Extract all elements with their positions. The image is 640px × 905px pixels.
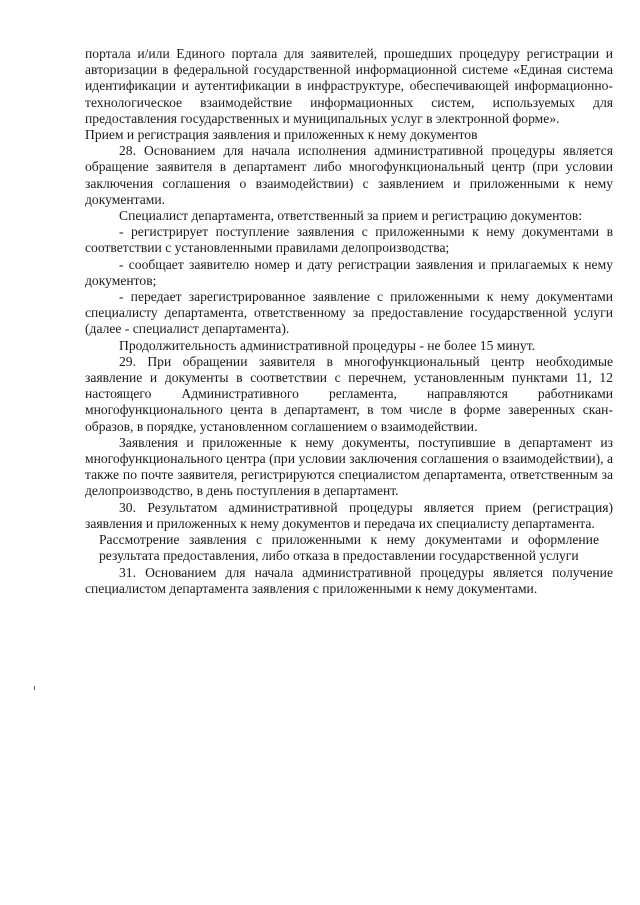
section-heading-reception: Прием и регистрация заявления и приложенных к нему документов [85,127,478,143]
paragraph-item-30: 30. Результатом административной процедуры является прием (регистрация) заявления и приложенных к нему документов и передача их специалисту департамента. [85,499,613,531]
paragraph-registration: Заявления и приложенные к нему документы, поступившие в департамент из многофункционального центра (при условии заключения соглашения о взаимодействии), а также по почте заявителя, регистрируются специалистом департамента, ответственным за делопроизводство, в день поступления в департамент. [85,434,613,499]
paragraph-specialist: Специалист департамента, ответственный за прием и регистрацию документов: [119,208,583,224]
section-heading-review: Рассмотрение заявления с приложенными к нему документами и оформление результата предоставления, либо отказа в предоставлении государственной услуги [99,532,599,564]
paragraph-item-29: 29. При обращении заявителя в многофункциональный центр необходимые заявление и документы в соответствии с перечнем, установленным пунктами 11, 12 настоящего Административного регламента, направляются работниками многофункционального цента в департамент, в том числе в форме заверенных скан-образов, в порядке, установленном соглашением о взаимодействии. [85,353,613,434]
list-item-registers: - регистрирует поступление заявления с приложенными к нему документами в соответствии с установленными правилами делопроизводства; [85,224,613,256]
paragraph-duration: Продолжительность административной процедуры - не более 15 минут. [119,337,536,353]
paragraph-continuation: портала и/или Единого портала для заявителей, прошедших процедуру регистрации и авторизации в федеральной государственной информационной системе «Единая система идентификации и аутентификации в инфраструктуре, обеспечивающей информационно-технологическое взаимодействие информационных систем, используемых для предоставления государственных и муниципальных услуг в электронной форме». [85,46,613,126]
paragraph-item-31: 31. Основанием для начала административной процедуры является получение специалистом департамента заявления с приложенными к нему документами. [85,564,613,596]
paragraph-item-28: 28. Основанием для начала исполнения административной процедуры является обращение заявителя в департамент либо многофункциональный центр (при условии заключения соглашения о взаимодействии) с заявлением и приложенными к нему документами. [85,143,613,207]
margin-mark [34,686,35,690]
document-body [85,46,613,597]
list-item-informs: - сообщает заявителю номер и дату регистрации заявления и прилагаемых к нему документов; [85,256,613,288]
list-item-transfers: - передает зарегистрированное заявление с приложенными к нему документами специалисту департамента, ответственному за предоставление государственной услуги (далее - специалист департамента). [85,289,613,337]
